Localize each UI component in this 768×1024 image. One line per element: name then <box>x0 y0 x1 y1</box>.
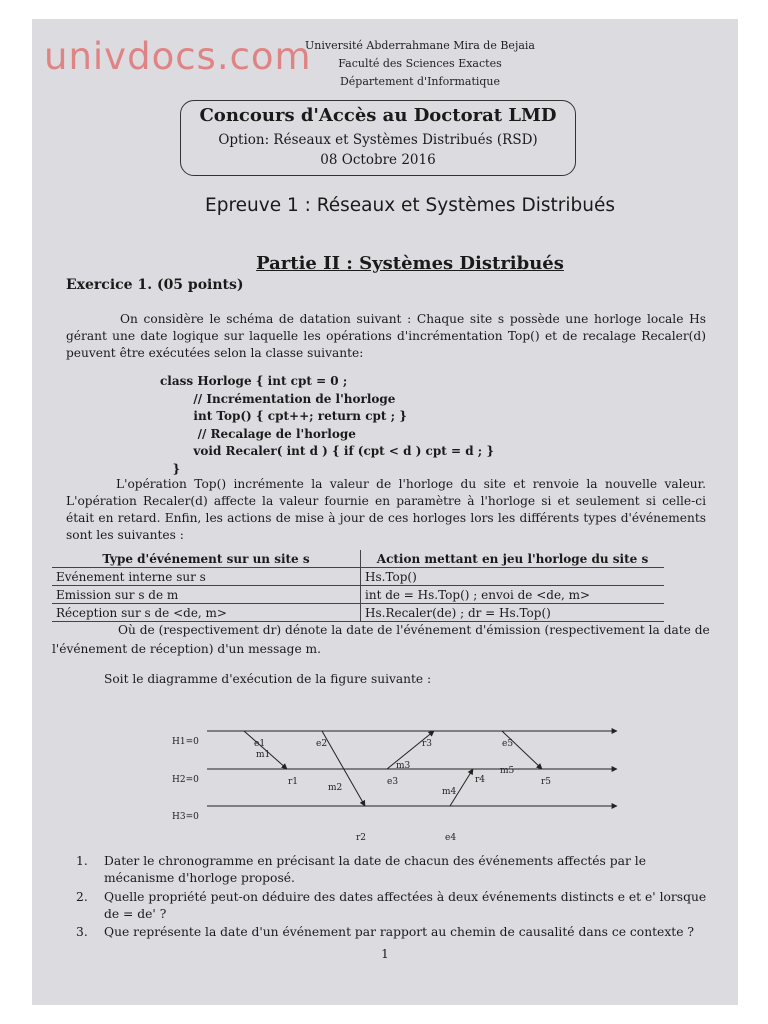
clock-label: H2=0 <box>172 775 199 785</box>
event-label: r5 <box>541 777 552 787</box>
code-line: class Horloge { int cpt = 0 ; <box>160 374 348 388</box>
question-text: Que représente la date d'un événement par rapport au chemin de causalité dans ce contexte ? <box>104 925 694 939</box>
watermark: univdocs.com <box>44 35 312 78</box>
table-cell: Hs.Recaler(de) ; dr = Hs.Top() <box>361 604 665 622</box>
university-name: Université Abderrahmane Mira de Bejaia <box>304 39 535 52</box>
page-number: 1 <box>381 947 389 961</box>
event-label: e5 <box>502 739 514 749</box>
event-label: e1 <box>254 739 266 749</box>
figure-intro: Soit le diagramme d'exécution de la figure suivante : <box>104 672 432 686</box>
table-row <box>52 568 664 586</box>
table-cell: int de = Hs.Top() ; envoi de <de, m> <box>361 586 665 604</box>
concours-title: Concours d'Accès au Doctorat LMD <box>199 105 557 126</box>
clock-label: H1=0 <box>172 737 199 747</box>
note-paragraph: Où de (respectivement dr) dénote la date de l'événement d'émission (respectivement la date de l'événement de réception) d'un message m. <box>52 623 710 656</box>
exam-page <box>32 19 738 1005</box>
question-number: 2. <box>76 890 88 904</box>
question-text: Dater le chronogramme en précisant la date de chacun des événements affectés par le mécanisme d'horloge proposé. <box>104 854 646 885</box>
event-label: e2 <box>316 739 328 749</box>
exercise-title: Exercice 1. (05 points) <box>66 277 244 293</box>
table-header: Action mettant en jeu l'horloge du site s <box>361 550 665 568</box>
execution-diagram <box>162 709 642 844</box>
message-label: m1 <box>256 750 271 760</box>
table-row <box>52 604 664 622</box>
event-label: r2 <box>356 833 367 843</box>
code-line: } <box>160 461 181 476</box>
message-label: m5 <box>500 766 515 776</box>
code-block <box>160 373 494 478</box>
description-paragraph: L'opération Top() incrémente la valeur de l'horloge du site et renvoie la nouvelle valeur. L'opération Recaler(d) affecte la valeur fournie en paramètre à l'horloge si et seulement si celle-ci était en retard. Enfin, les actions de mise à jour de ces horloges lors les différents types d'événements sont les suivantes : <box>66 477 706 542</box>
event-label: r1 <box>288 777 299 787</box>
code-line: void Recaler( int d ) { if (cpt < d ) cpt = d ; } <box>160 444 495 458</box>
intro-paragraph: On considère le schéma de datation suivant : Chaque site s possède une horloge locale Hs gérant une date logique sur laquelle les opérations d'incrémentation Top() et de recalage Recaler(d) peuvent être exécutées selon la classe suivante: <box>66 312 706 360</box>
table-header: Type d'événement sur un site s <box>52 550 361 568</box>
table-cell: Réception sur s de <de, m> <box>52 604 361 622</box>
code-line: // Recalage de l'horloge <box>160 426 356 441</box>
table-cell: Emission sur s de m <box>52 586 361 604</box>
question-number: 1. <box>76 854 88 868</box>
epreuve-title: Epreuve 1 : Réseaux et Systèmes Distribués <box>205 195 615 216</box>
event-label: r3 <box>422 739 433 749</box>
code-line: // Incrémentation de l'horloge <box>160 391 396 406</box>
table-row <box>52 586 664 604</box>
events-table <box>52 550 664 622</box>
clock-label: H3=0 <box>172 812 199 822</box>
message-m3-arrow <box>387 731 434 769</box>
message-m5-arrow <box>502 731 542 769</box>
event-label: e3 <box>387 777 399 787</box>
question-text: Quelle propriété peut-on déduire des dates affectées à deux événements distincts e et e' lorsque de = de' ? <box>104 890 707 921</box>
concours-date: 08 Octobre 2016 <box>320 152 436 168</box>
university-header <box>32 37 738 91</box>
event-label: r4 <box>475 775 486 785</box>
message-label: m4 <box>442 787 457 797</box>
code-line: int Top() { cpt++; return cpt ; } <box>160 409 407 423</box>
event-label: e4 <box>445 833 457 843</box>
concours-option: Option: Réseaux et Systèmes Distribués (RSD) <box>218 132 538 148</box>
partie-title: Partie II : Systèmes Distribués <box>256 253 564 274</box>
table-header-row <box>52 550 664 568</box>
table-cell: Evénement interne sur s <box>52 568 361 586</box>
question-item <box>76 924 716 941</box>
question-number: 3. <box>76 925 88 939</box>
question-item <box>76 853 716 887</box>
table-cell: Hs.Top() <box>361 568 665 586</box>
message-label: m2 <box>328 783 343 793</box>
department-name: Département d'Informatique <box>339 75 501 88</box>
message-label: m3 <box>396 761 411 771</box>
question-item <box>76 889 716 923</box>
faculty-name: Faculté des Sciences Exactes <box>338 57 502 70</box>
